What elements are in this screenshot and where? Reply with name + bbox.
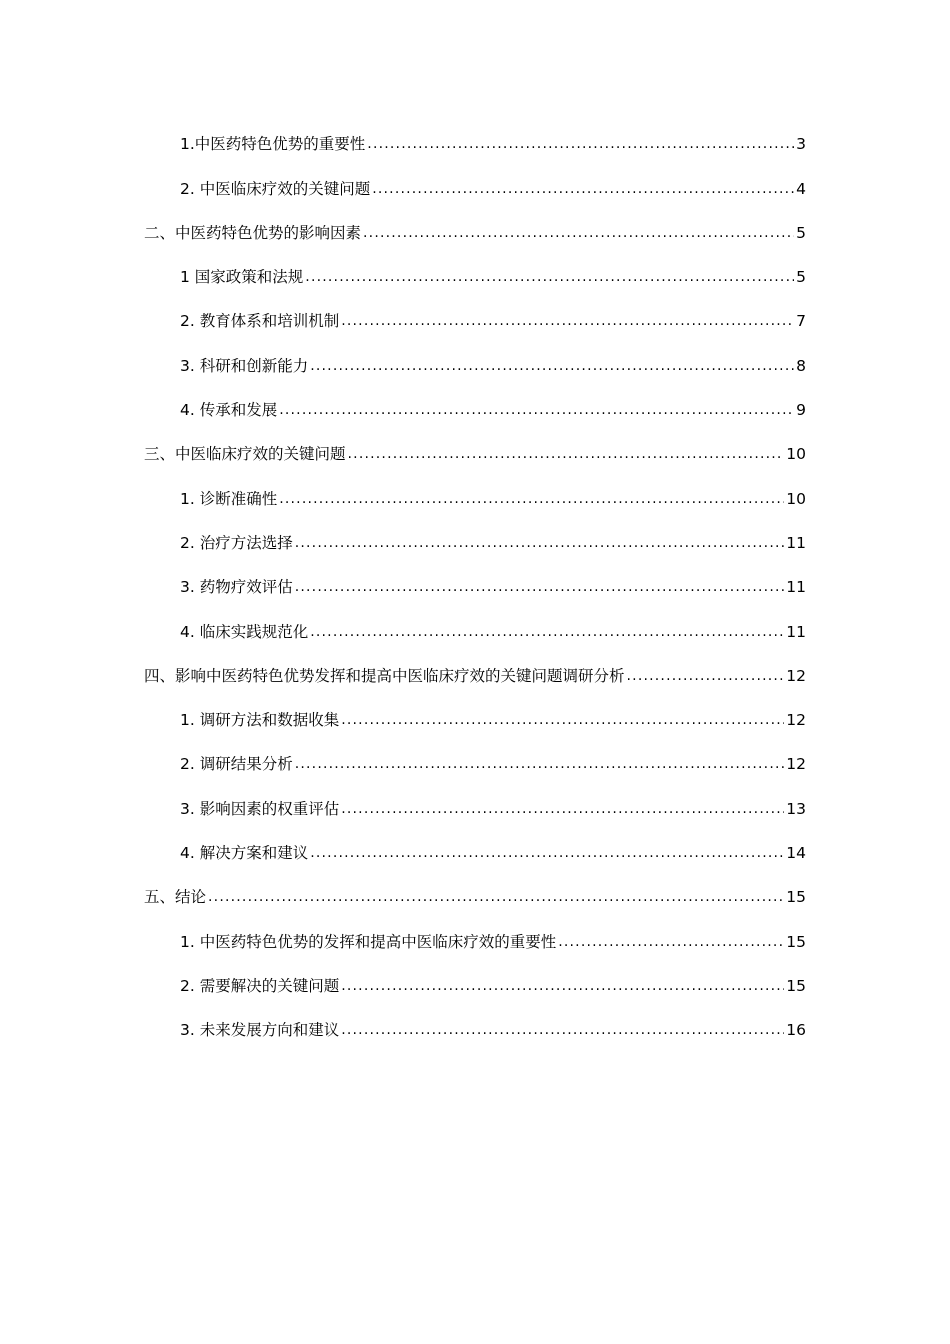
toc-page-number: 12 — [786, 711, 806, 730]
toc-dot-leader — [310, 356, 794, 376]
toc-entry-label: 2. 治疗方法选择 — [180, 533, 293, 552]
toc-entry[interactable] — [144, 432, 806, 476]
toc-entry-label: 五、结论 — [144, 888, 207, 907]
toc-dot-leader — [310, 622, 784, 642]
toc-dot-leader — [341, 311, 794, 331]
toc-entry[interactable] — [144, 875, 806, 919]
toc-entry-label: 四、影响中医药特色优势发挥和提高中医临床疗效的关键问题调研分析 — [144, 666, 625, 685]
toc-page-number: 13 — [786, 799, 806, 818]
toc-page-number: 15 — [786, 932, 806, 951]
toc-entry-label: 2. 教育体系和培训机制 — [180, 312, 340, 331]
toc-dot-leader — [341, 799, 784, 819]
toc-entry[interactable] — [144, 255, 806, 299]
toc-entry[interactable] — [144, 476, 806, 520]
toc-entry-label: 1. 诊断准确性 — [180, 489, 278, 508]
toc-page-number: 12 — [786, 666, 806, 685]
toc-page-number: 5 — [796, 268, 806, 287]
toc-entry-label: 1 国家政策和法规 — [180, 268, 304, 287]
toc-entry-label: 4. 解决方案和建议 — [180, 844, 309, 863]
toc-entry[interactable] — [144, 742, 806, 786]
toc-entry[interactable] — [144, 388, 806, 432]
toc-entry[interactable] — [144, 654, 806, 698]
toc-entry[interactable] — [144, 299, 806, 343]
toc-entry[interactable] — [144, 122, 806, 166]
toc-dot-leader — [295, 577, 785, 597]
toc-entry-label: 三、中医临床疗效的关键问题 — [144, 445, 346, 464]
toc-page-number: 14 — [786, 844, 806, 863]
table-of-contents — [144, 122, 806, 1052]
toc-page-number: 12 — [786, 755, 806, 774]
toc-entry[interactable] — [144, 831, 806, 875]
toc-entry[interactable] — [144, 609, 806, 653]
toc-entry[interactable] — [144, 166, 806, 210]
toc-page-number: 3 — [796, 135, 806, 154]
toc-dot-leader — [279, 400, 794, 420]
toc-entry-label: 1. 中医药特色优势的发挥和提高中医临床疗效的重要性 — [180, 932, 557, 951]
toc-page-number: 8 — [796, 356, 806, 375]
toc-page-number: 10 — [786, 489, 806, 508]
toc-entry-label: 2. 中医临床疗效的关键问题 — [180, 179, 371, 198]
toc-entry[interactable] — [144, 919, 806, 963]
toc-dot-leader — [341, 1020, 784, 1040]
toc-dot-leader — [348, 444, 785, 464]
toc-dot-leader — [279, 489, 784, 509]
toc-dot-leader — [208, 887, 784, 907]
toc-entry-label: 2. 调研结果分析 — [180, 755, 293, 774]
toc-dot-leader — [627, 666, 785, 686]
toc-entry-label: 3. 影响因素的权重评估 — [180, 799, 340, 818]
toc-entry[interactable] — [144, 964, 806, 1008]
toc-page-number: 10 — [786, 445, 806, 464]
toc-page-number: 15 — [786, 976, 806, 995]
toc-dot-leader — [558, 932, 784, 952]
toc-page-number: 4 — [796, 179, 806, 198]
toc-dot-leader — [295, 533, 785, 553]
toc-dot-leader — [310, 843, 784, 863]
toc-entry[interactable] — [144, 211, 806, 255]
toc-page-number: 16 — [786, 1021, 806, 1040]
toc-dot-leader — [341, 710, 784, 730]
toc-entry-label: 3. 科研和创新能力 — [180, 356, 309, 375]
toc-entry[interactable] — [144, 565, 806, 609]
toc-page-number: 11 — [786, 533, 806, 552]
toc-entry[interactable] — [144, 698, 806, 742]
toc-dot-leader — [341, 976, 784, 996]
toc-entry[interactable] — [144, 786, 806, 830]
toc-entry[interactable] — [144, 521, 806, 565]
toc-entry-label: 2. 需要解决的关键问题 — [180, 976, 340, 995]
toc-entry-label: 4. 临床实践规范化 — [180, 622, 309, 641]
toc-dot-leader — [305, 267, 794, 287]
toc-dot-leader — [295, 754, 785, 774]
toc-page-number: 9 — [796, 401, 806, 420]
toc-page-number: 11 — [786, 578, 806, 597]
toc-page-number: 11 — [786, 622, 806, 641]
toc-page-number: 5 — [796, 223, 806, 242]
toc-dot-leader — [372, 179, 794, 199]
toc-dot-leader — [363, 223, 794, 243]
toc-page-number: 7 — [796, 312, 806, 331]
toc-entry-label: 1. 调研方法和数据收集 — [180, 711, 340, 730]
toc-entry-label: 4. 传承和发展 — [180, 401, 278, 420]
toc-page-number: 15 — [786, 888, 806, 907]
toc-entry[interactable] — [144, 343, 806, 387]
toc-entry-label: 1.中医药特色优势的重要性 — [180, 135, 366, 154]
toc-entry-label: 二、中医药特色优势的影响因素 — [144, 223, 362, 242]
toc-dot-leader — [367, 134, 794, 154]
toc-entry-label: 3. 未来发展方向和建议 — [180, 1021, 340, 1040]
toc-entry[interactable] — [144, 1008, 806, 1052]
toc-entry-label: 3. 药物疗效评估 — [180, 578, 293, 597]
